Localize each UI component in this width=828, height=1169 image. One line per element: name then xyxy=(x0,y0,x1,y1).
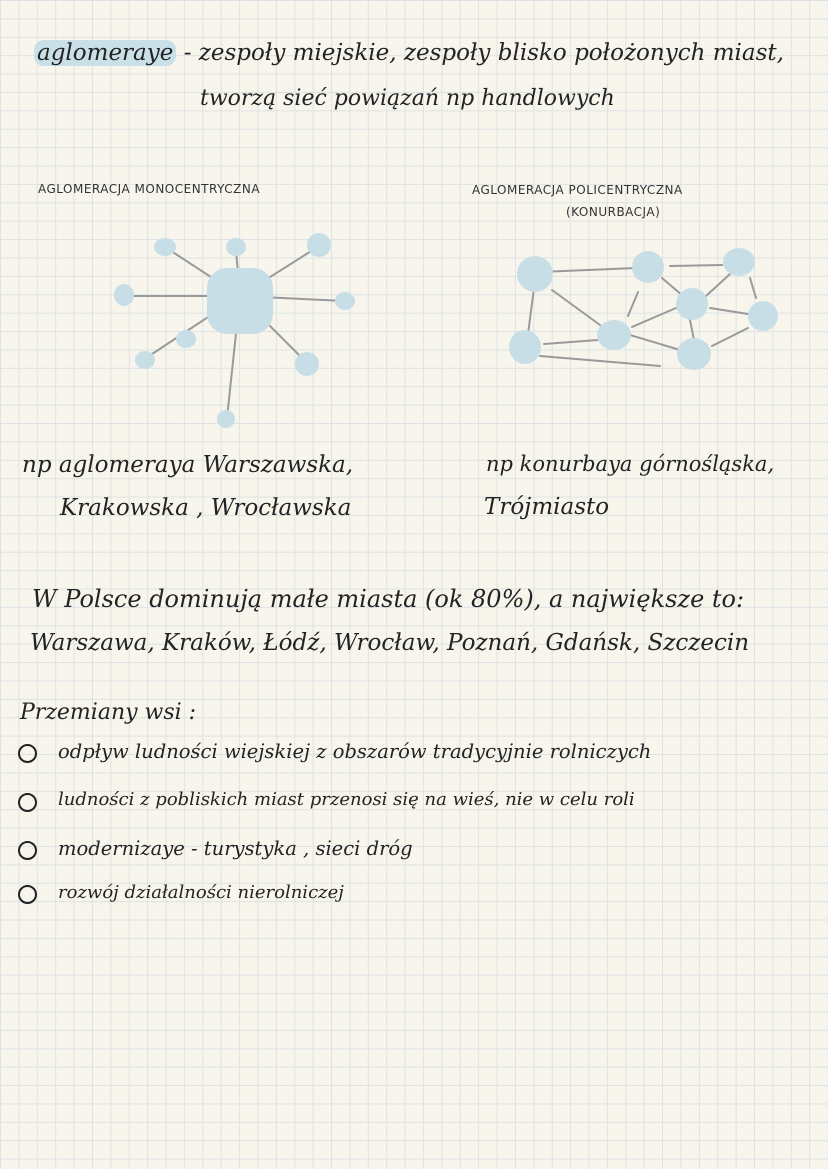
city-node xyxy=(723,248,755,276)
city-node xyxy=(748,301,778,331)
satellite-city-node xyxy=(114,284,134,306)
cities-line-2: Warszawa, Kraków, Łódź, Wrocław, Poznań, Gdańsk, Szczecin xyxy=(30,630,750,656)
agglomeration-diagrams xyxy=(0,0,828,460)
definition-text: - zespoły miejskie, zespoły blisko położonych miast, xyxy=(183,40,784,66)
poly-example-line-1: np konurbaya górnośląska, xyxy=(486,452,775,476)
poly-edge xyxy=(710,308,748,314)
mono-diagram xyxy=(114,233,355,428)
change-item: rozwój działalności nierolniczej xyxy=(58,882,344,903)
bullet-icon xyxy=(18,793,37,812)
mono-example-line-2: Krakowska , Wrocławska xyxy=(60,495,352,521)
city-node xyxy=(632,251,664,283)
satellite-city-node xyxy=(154,238,176,256)
satellite-city-node xyxy=(176,330,196,348)
poly-edge xyxy=(540,268,636,272)
city-node xyxy=(509,330,541,364)
mono-example-line-1: np aglomeraya Warszawska, xyxy=(22,452,354,478)
change-item: ludności z pobliskich miast przenosi się na wieś, nie w celu roli xyxy=(58,789,635,810)
satellite-city-node xyxy=(335,292,355,310)
cities-line-1: W Polsce dominują małe miasta (ok 80%), a największe to: xyxy=(32,585,745,613)
poly-edge xyxy=(712,328,748,346)
poly-edge xyxy=(670,265,722,266)
satellite-city-node xyxy=(217,410,235,428)
poly-edge xyxy=(630,335,680,350)
central-city-node xyxy=(207,268,273,334)
city-node xyxy=(597,320,631,350)
poly-edge xyxy=(552,290,600,325)
satellite-city-node xyxy=(307,233,331,257)
bullet-icon xyxy=(18,885,37,904)
poly-diagram xyxy=(509,248,778,370)
satellite-city-node xyxy=(295,352,319,376)
term-aglomeracje: aglomeraye xyxy=(34,40,176,66)
poly-edge xyxy=(706,274,730,296)
poly-edge xyxy=(540,356,660,366)
poly-edge xyxy=(628,292,638,316)
poly-edge xyxy=(632,308,676,327)
poly-edge xyxy=(662,278,683,296)
changes-heading: Przemiany wsi : xyxy=(20,700,197,725)
poly-edge xyxy=(750,278,756,298)
poly-edge xyxy=(528,288,534,334)
poly-example-line-2: Trójmiasto xyxy=(484,494,610,520)
bullet-icon xyxy=(18,744,37,763)
city-node xyxy=(676,288,708,320)
mono-title: AGLOMERACJA MONOCENTRYCZNA xyxy=(38,182,261,196)
city-node xyxy=(517,256,553,292)
satellite-city-node xyxy=(135,351,155,369)
city-node xyxy=(677,338,711,370)
bullet-icon xyxy=(18,841,37,860)
poly-subtitle: (KONURBACJA) xyxy=(566,205,661,219)
change-item: odpływ ludności wiejskiej z obszarów tradycyjnie rolniczych xyxy=(58,740,652,763)
change-item: modernizaye - turystyka , sieci dróg xyxy=(58,837,413,860)
poly-edge xyxy=(544,340,598,344)
poly-edge xyxy=(690,320,694,340)
satellite-city-node xyxy=(226,238,246,256)
definition-line-2: tworzą sieć powiązań np handlowych xyxy=(200,86,615,111)
poly-title: AGLOMERACJA POLICENTRYCZNA xyxy=(472,183,683,197)
